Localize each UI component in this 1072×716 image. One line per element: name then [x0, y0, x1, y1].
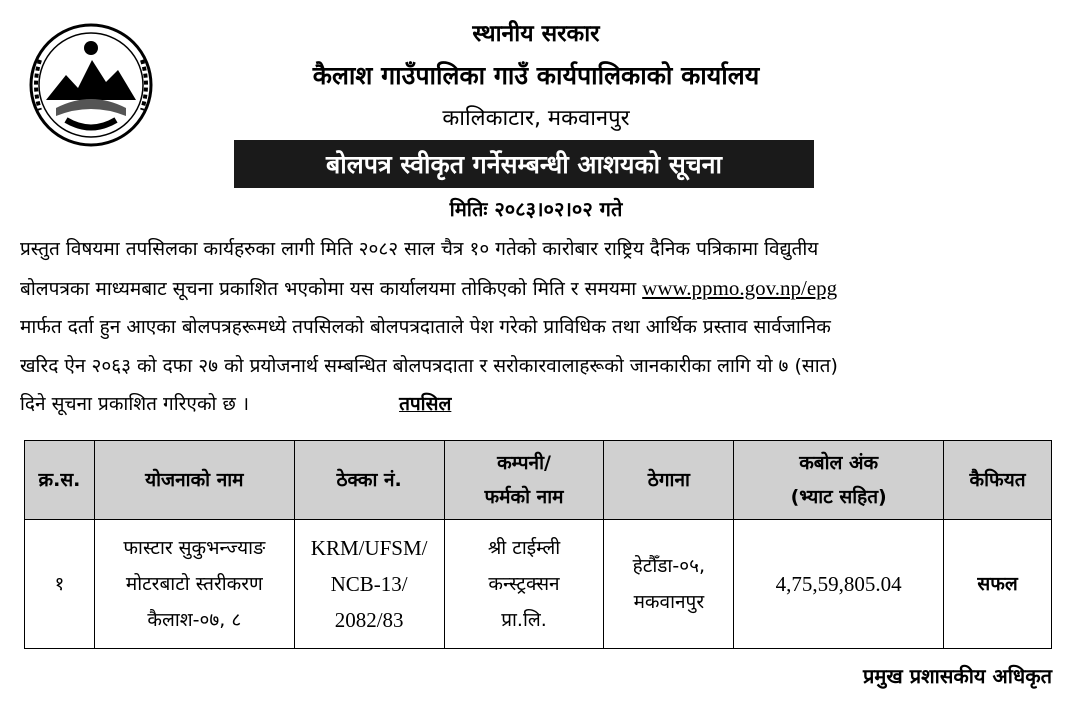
office-name: कैलाश गाउँपालिका गाउँ कार्यपालिकाको कार्यालय — [312, 61, 760, 90]
cell-remarks: सफल — [944, 520, 1052, 649]
col-header-address: ठेगाना — [604, 441, 734, 520]
header-line-1: स्थानीय सरकार — [472, 21, 600, 47]
body-line-5-text: दिने सूचना प्रकाशित गरिएको छ । — [20, 393, 250, 415]
notice-title: बोलपत्र स्वीकृत गर्नेसम्बन्धी आशयको सूचना — [234, 140, 814, 188]
col-header-project: योजनाको नाम — [94, 441, 294, 520]
cell-bid-amount: 4,75,59,805.04 — [734, 520, 944, 649]
notice-body — [20, 230, 1050, 424]
col-header-company: कम्पनी/ फर्मको नाम — [444, 441, 604, 520]
table-row — [25, 520, 1052, 649]
col-header-contract-no: ठेक्का नं. — [294, 441, 444, 520]
col-header-sn: क्र.स. — [25, 441, 95, 520]
office-address: कालिकाटार, मकवानपुर — [442, 106, 630, 131]
ppmo-url-link[interactable]: www.ppmo.gov.np/epg — [642, 275, 838, 300]
body-line-2-text: बोलपत्रका माध्यमबाट सूचना प्रकाशित भएकोमा यस कार्यालयमा तोकिएको मिति र समयमा — [20, 277, 643, 300]
body-line-3: मार्फत दर्ता हुन आएका बोलपत्रहरूमध्ये तपसिलको बोलपत्रदाताले पेश गरेको प्राविधिक तथा आर्थिक प्रस्ताव सार्वजानिक — [20, 316, 831, 338]
cell-contract-no: KRM/UFSM/ NCB-13/ 2082/83 — [294, 520, 444, 649]
body-line-4: खरिद ऐन २०६३ को दफा २७ को प्रयोजनार्थ सम्बन्धित बोलपत्रदाता र सरोकारवालाहरूको जानकारीका लागि यो ७ (सात) — [20, 354, 838, 377]
cell-company: श्री टाईम्ली कन्स्ट्रक्सन प्रा.लि. — [444, 520, 604, 649]
body-line-2 — [20, 269, 1050, 309]
bid-table — [24, 440, 1052, 649]
col-header-remarks: कैफियत — [944, 441, 1052, 520]
body-line-1: प्रस्तुत विषयमा तपसिलका कार्यहरुका लागी मिति २०८२ साल चैत्र १० गतेको कारोबार राष्ट्रिय दैनिक पत्रिकामा विद्युतीय — [20, 238, 819, 260]
col-header-bid-amount: कबोल अंक (भ्याट सहित) — [734, 441, 944, 520]
signatory-title: प्रमुख प्रशासकीय अधिकृत — [863, 664, 1052, 688]
cell-sn: १ — [25, 520, 95, 649]
notice-date: मितिः २०८३।०२।०२ गते — [449, 197, 623, 221]
body-line-5 — [20, 385, 1050, 424]
cell-address: हेटौँडा-०५, मकवानपुर — [604, 520, 734, 649]
tapsil-heading: तपसिल — [399, 393, 452, 415]
cell-project: फास्टार सुकुभन्ज्याङ मोटरबाटो स्तरीकरण कैलाश-०७, ८ — [94, 520, 294, 649]
table-header-row — [25, 441, 1052, 520]
